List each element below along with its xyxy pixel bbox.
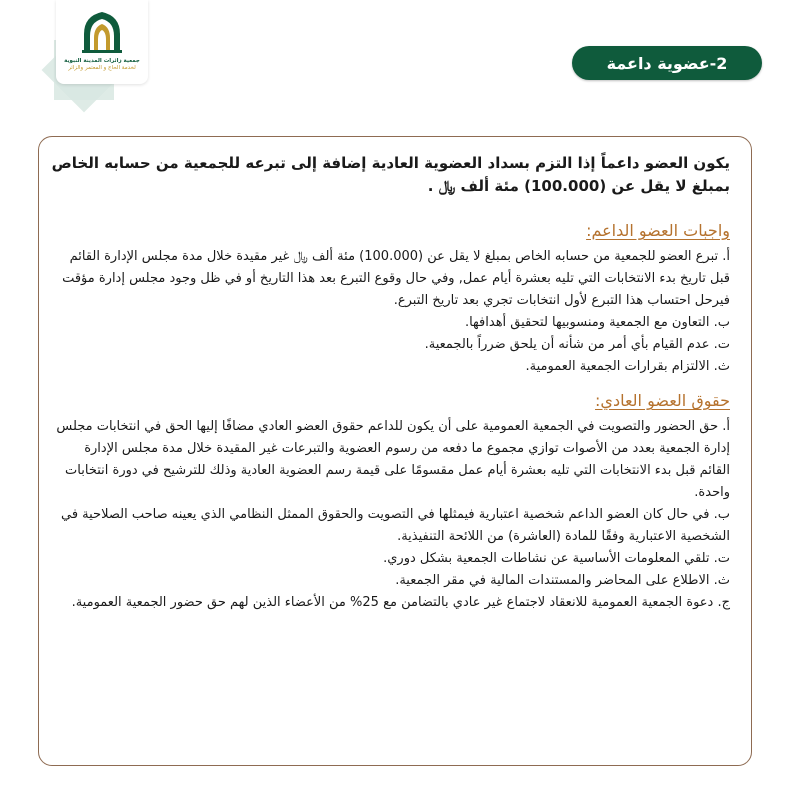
duty-item: ث. الالتزام بقرارات الجمعية العمومية. (525, 359, 730, 374)
rights-heading: حقوق العضو العادي: (595, 391, 730, 410)
right-item: ث. الاطلاع على المحاضر والمستندات المالية في مقر الجمعية. (395, 573, 730, 588)
logo-tagline: لخدمة الحاج و المعتمر والزائر (68, 65, 136, 71)
right-item: ب. في حال كان العضو الداعم شخصية اعتبارية فيمثلها في التصويت والحقوق الممثل النظامي الذي يعينه صاحب الصلاحية في الشخصية الاعتبارية وفقًا للمادة (العاشرة) من اللائحة التنفيذية. (60, 507, 730, 544)
intro-paragraph: يكون العضو داعماً إذا التزم بسداد العضوية العادية إضافة إلى تبرعه للجمعية من حسابه الخاص بمبلغ لا يقل عن (100.000) مئة ألف ﷼ . (51, 154, 730, 195)
logo-name: جمعية زائرات المدينة النبوية (64, 58, 140, 64)
duty-item: ت. عدم القيام بأي أمر من شأنه أن يلحق ضرراً بالجمعية. (424, 337, 730, 352)
mosque-dome-icon (80, 10, 124, 56)
logo-text (60, 58, 144, 72)
duty-item: أ. تبرع العضو للجمعية من حسابه الخاص بمبلغ لا يقل عن (100.000) مئة ألف ﷼ غير مقيدة خلال مدة مجلس الإدارة القائم قبل تاريخ بدء الانتخابات التي تليه بعشرة أيام عمل, وفي حال وقوع التبرع بعد هذا التاريخ أو في ظل وجود مجلس إدارة مؤقت فيرحل احتساب هذا التبرع لأول انتخابات تجري بعد تاريخ التبرع. (62, 249, 730, 308)
duty-item: ب. التعاون مع الجمعية ومنسوبيها لتحقيق أهدافها. (464, 315, 730, 330)
right-item: ت. تلقي المعلومات الأساسية عن نشاطات الجمعية بشكل دوري. (383, 551, 730, 566)
right-item: ج. دعوة الجمعية العمومية للانعقاد لاجتماع غير عادي بالتضامن مع 25% من الأعضاء الذين لهم حق حضور الجمعية العمومية. (71, 595, 730, 610)
content-body (50, 148, 730, 614)
logo (36, 0, 140, 120)
logo-card (56, 0, 148, 84)
section-title-badge: 2-عضوية داعمة (572, 46, 762, 80)
duties-heading: واجبات العضو الداعم: (586, 221, 730, 240)
right-item: أ. حق الحضور والتصويت في الجمعية العمومية على أن يكون للداعم حقوق العضو العادي مضافًا إليها الحق في انتخابات مجلس إدارة الجمعية بعدد من الأصوات توازي مجموع ما دفعه من رسوم العضوية والتبرعات غير المقيدة خلال مدة مجلس الإدارة القائم قبل بدء الانتخابات التي تليه بعشرة أيام عمل مقسومًا على قيمة رسم العضوية العادية وذلك للترشيح في دورة انتخابات واحدة. (56, 419, 730, 500)
